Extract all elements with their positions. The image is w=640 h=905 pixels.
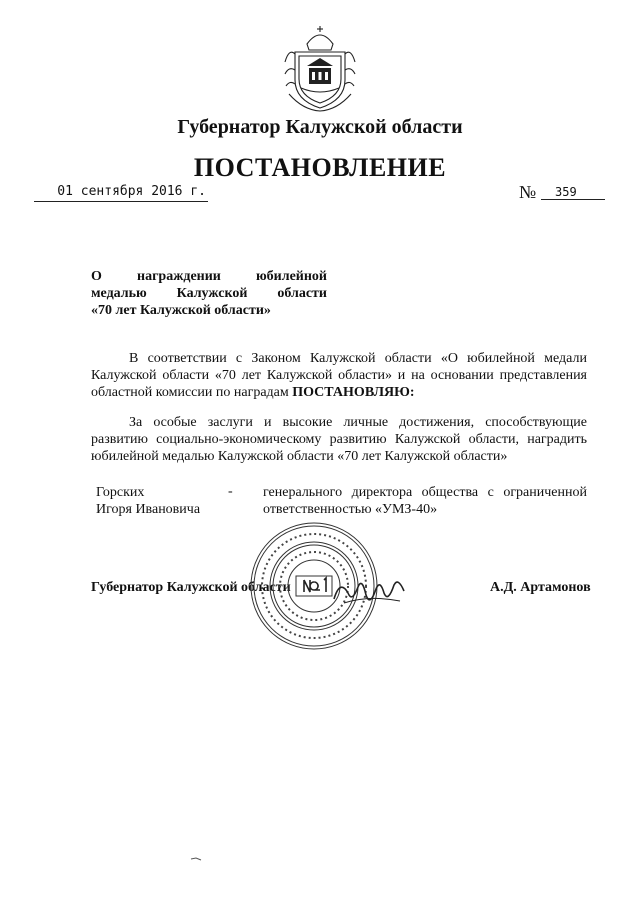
subject-line-3: «70 лет Калужской области» [91,303,271,318]
subject-line-2: медалью Калужской области [91,286,327,301]
document-type-title: ПОСТАНОВЛЕНИЕ [193,153,447,182]
preamble-paragraph [91,350,587,401]
preamble-text: В соответствии с Законом Калужской области «О юбилейной медали Калужской области «70 лет Калужской области» и на основании представления областной комиссии по наградам [91,351,587,400]
document-number-block [519,182,605,202]
scan-speck-mark [190,856,202,862]
awardee-name [96,484,200,518]
position-line-2: ответственностью «УМЗ-40» [263,502,438,517]
awardee-surname: Горских [96,485,145,500]
handwritten-signature-icon [330,573,408,611]
signatory-name: А.Д. Артамонов [490,580,591,595]
award-paragraph: За особые заслуги и высокие личные достижения, способствующие развитию социально-экономическому развитию Калужской области, наградить юбилейной медалью Калужской области «70 лет Калужской области» [91,415,587,464]
subject-line-1: О награждении юбилейной [91,269,327,284]
document-subject [91,268,327,319]
kaluga-region-coat-of-arms-icon [283,22,357,112]
decree-word: ПОСТАНОВЛЯЮ: [292,385,415,400]
document-date: 01 сентября 2016 г. [34,184,208,202]
position-line-1: генерального директора общества с ограниченной [263,485,587,500]
signatory-title: Губернатор Калужской области [91,580,291,595]
awardee-given-names: Игоря Ивановича [96,502,201,517]
list-dash: - [228,484,233,499]
document-number: 359 [541,185,605,200]
awardee-position [263,484,587,518]
number-sign: № [519,182,537,202]
issuing-authority: Губернатор Калужской области [177,116,463,138]
